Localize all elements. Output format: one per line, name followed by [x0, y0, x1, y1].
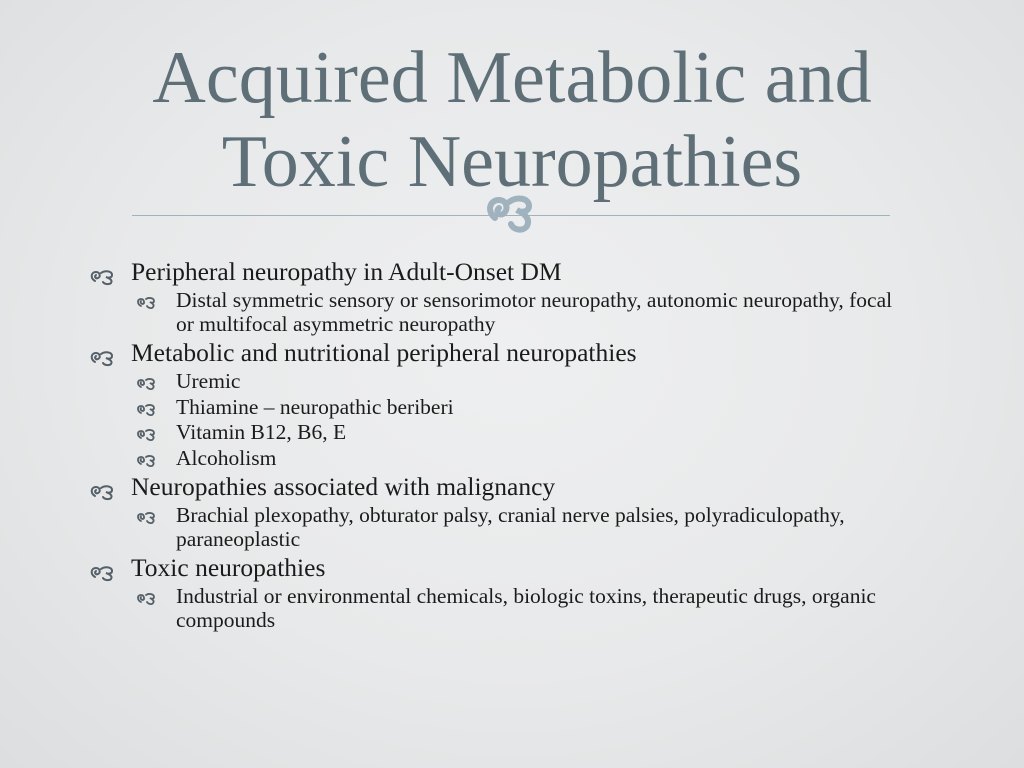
sub-bullet-item — [88, 447, 928, 471]
bullet-item — [88, 338, 928, 368]
bullet-item — [88, 257, 928, 287]
title-line-2: Toxic Neuropathies — [221, 121, 803, 203]
bullet-text: Metabolic and nutritional peripheral neuropathies — [131, 338, 637, 367]
sub-bullet-text: Distal symmetric sensory or sensorimotor neuropathy, autonomic neuropathy, focal or multifocal asymmetric neuropathy — [176, 288, 893, 336]
bullet-item — [88, 472, 928, 502]
sub-bullet-item — [88, 585, 928, 632]
bullet-list — [88, 255, 928, 632]
sub-bullet-text: Uremic — [176, 369, 241, 393]
sub-bullet-item — [88, 370, 928, 394]
slide-title — [0, 36, 1024, 204]
sub-bullet-text: Alcoholism — [176, 445, 277, 470]
bullet-text: Toxic neuropathies — [131, 553, 326, 582]
bullet-item — [88, 553, 928, 583]
sub-bullet-text: Brachial plexopathy, obturator palsy, cranial nerve palsies, polyradiculopathy, paraneoplastic — [176, 503, 845, 551]
sub-bullet-item — [88, 504, 928, 551]
sub-bullet-text: Vitamin B12, B6, E — [176, 420, 347, 444]
sub-bullet-text: Industrial or environmental chemicals, biologic toxins, therapeutic drugs, organic compounds — [176, 584, 876, 632]
sub-bullet-item — [88, 421, 928, 445]
sub-bullet-flourish-icon — [135, 451, 159, 475]
sub-bullet-flourish-icon — [135, 400, 159, 424]
sub-bullet-text: Thiamine – neuropathic beriberi — [176, 394, 454, 419]
sub-bullet-flourish-icon — [135, 293, 159, 317]
sub-bullet-flourish-icon — [135, 374, 159, 398]
flourish-ornament-icon — [478, 186, 548, 238]
sub-bullet-item — [88, 289, 928, 336]
sub-bullet-item — [88, 396, 928, 420]
sub-bullet-flourish-icon — [135, 425, 159, 449]
bullet-text: Neuropathies associated with malignancy — [131, 472, 556, 501]
bullet-text: Peripheral neuropathy in Adult-Onset DM — [131, 257, 562, 286]
sub-bullet-flourish-icon — [135, 589, 159, 613]
sub-bullet-flourish-icon — [135, 508, 159, 532]
title-line-1: Acquired Metabolic and — [152, 37, 872, 119]
